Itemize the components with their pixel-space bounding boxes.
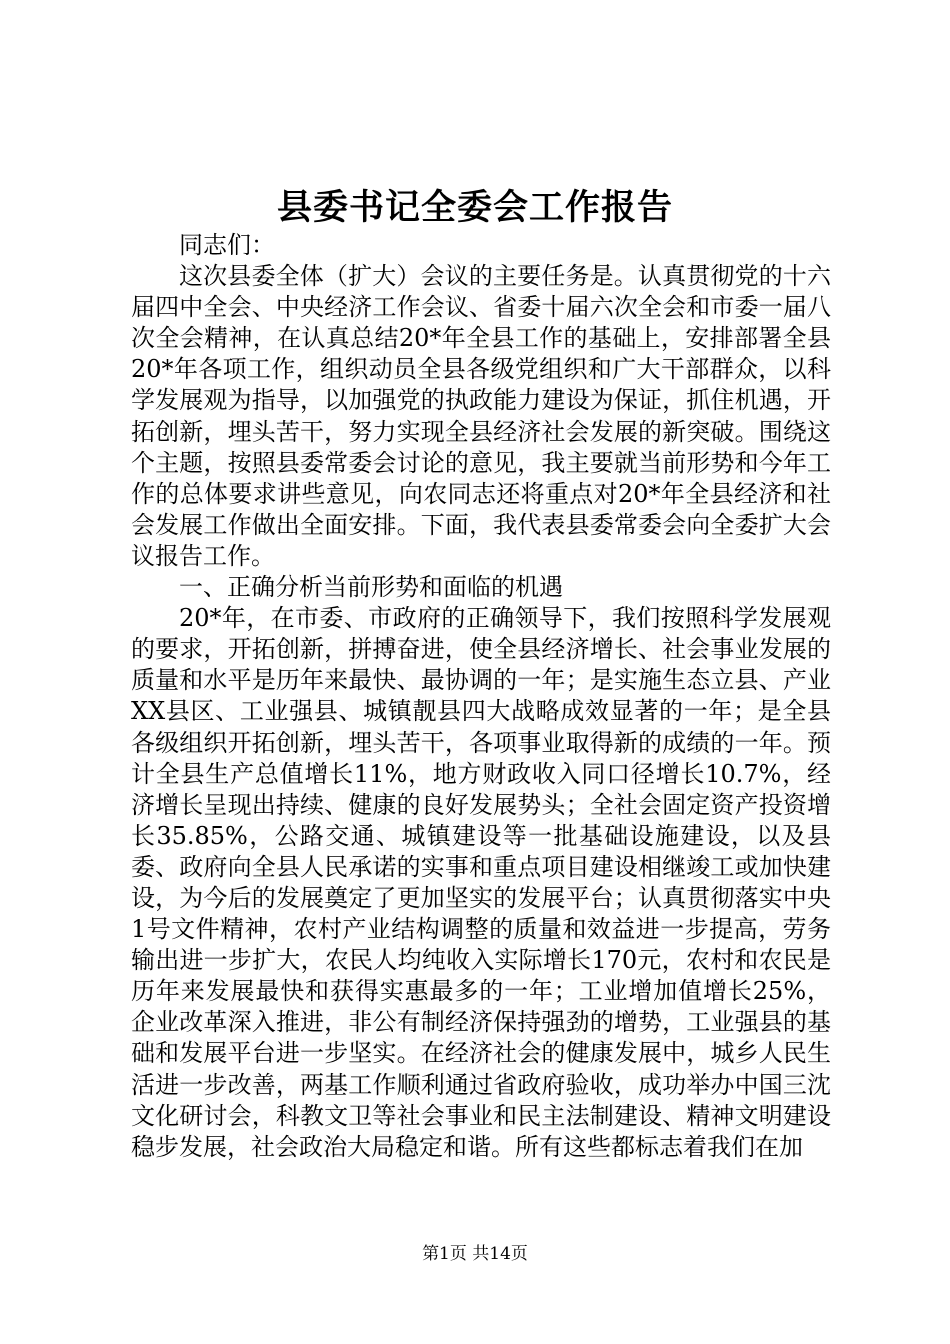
body-paragraph: 20*年，在市委、市政府的正确领导下，我们按照科学发展观的要求，开拓创新，拼搏奋进，使全县经济增长、社会事业发展的质量和水平是历年来最快、最协调的一年；是实施生态立县、产业XX县区、工业强县、城镇靓县四大战略成效显著的一年；是全县各级组织开拓创新，埋头苦干，各项事业取得新的成绩的一年。预计全县生产总值增长11%，地方财政收入同口径增长10.7%，经济增长呈现出持续、健康的良好发展势头；全社会固定资产投资增长35.85%，公路交通、城镇建设等一批基础设施建设，以及县委、政府向全县人民承诺的实事和重点项目建设相继竣工或加快建设，为今后的发展奠定了更加坚实的发展平台；认真贯彻落实中央1号文件精神，农村产业结构调整的质量和效益进一步提高，劳务输出进一步扩大，农民人均纯收入实际增长170元，农村和农民是历年来发展最快和获得实惠最多的一年；工业增加值增长25%，企业改革深入推进，非公有制经济保持强劲的增势，工业强县的基础和发展平台进一步坚实。在经济社会的健康发展中，城乡人民生活进一步改善，两基工作顺利通过省政府验收，成功举办中国三沈文化研讨会，科教文卫等社会事业和民主法制建设、精神文明建设稳步发展，社会政治大局稳定和谐。所有这些都标志着我们在加	[131, 604, 831, 1161]
document-body	[131, 230, 831, 1163]
salutation-paragraph: 同志们：	[179, 231, 275, 259]
intro-paragraph: 这次县委全体（扩大）会议的主要任务是。认真贯彻党的十六届四中全会、中央经济工作会议、省委十届六次全会和市委一届八次全会精神，在认真总结20*年全县工作的基础上，安排部署全县20*年各项工作，组织动员全县各级党组织和广大干部群众，以科学发展观为指导，以加强党的执政能力建设为保证，抓住机遇，开拓创新，埋头苦干，努力实现全县经济社会发展的新突破。围绕这个主题，按照县委常委会讨论的意见，我主要就当前形势和今年工作的总体要求讲些意见，向农同志还将重点对20*年全县经济和社会发展工作做出全面安排。下面，我代表县委常委会向全委扩大会议报告工作。	[131, 262, 831, 570]
section-heading: 一、正确分析当前形势和面临的机遇	[179, 573, 563, 602]
page-number-footer: 第1页 共14页	[422, 1244, 528, 1264]
document-title: 县委书记全委会工作报告	[276, 187, 673, 228]
